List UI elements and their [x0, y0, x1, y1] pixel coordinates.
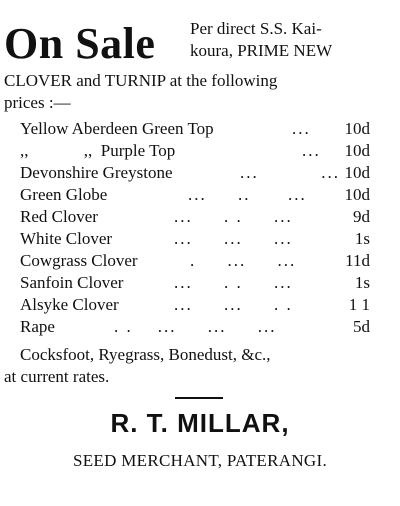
- leader-dots: . ... ...: [190, 251, 297, 270]
- item-name: ,, ,, Purple Top: [20, 141, 176, 160]
- headline: On Sale: [4, 19, 156, 68]
- price-row: [20, 316, 370, 338]
- item-name: Yellow Aberdeen Green Top: [20, 119, 214, 138]
- item-name: Alsyke Clover: [20, 295, 119, 314]
- item-name: Cowgrass Clover: [20, 251, 138, 270]
- leader-dots: ...: [292, 119, 311, 138]
- leader-dots: ... . . ...: [174, 273, 293, 292]
- item-name: Rape: [20, 317, 55, 336]
- note-line-1: Cocksfoot, Ryegrass, Bonedust, &c.,: [20, 345, 271, 364]
- item-price: 1s: [354, 229, 370, 248]
- price-row: [20, 294, 370, 316]
- price-row: [20, 162, 370, 184]
- item-price: 1s: [354, 273, 370, 292]
- item-price: 11d: [345, 251, 370, 270]
- price-row: [20, 206, 370, 228]
- price-row: [20, 250, 370, 272]
- item-price: 1 1: [348, 295, 370, 314]
- leader-dots: ... ... ...: [174, 229, 293, 248]
- leader-dots: ... .. ...: [188, 185, 307, 204]
- merchant-trade-location: SEED MERCHANT, PATERANGI.: [72, 451, 328, 470]
- headline-row: [4, 18, 396, 68]
- price-row: [20, 272, 370, 294]
- intro-line-1: Per direct S.S. Kai-: [190, 19, 322, 38]
- item-price: 10d: [344, 185, 370, 204]
- leader-dots: . . ... ... ...: [114, 317, 277, 336]
- intro-top-right: [190, 18, 400, 62]
- item-price: 10d: [344, 119, 370, 138]
- merchant-name: R. T. MILLAR,: [110, 408, 290, 438]
- intro-line-3: CLOVER and TURNIP at the following: [4, 71, 278, 90]
- intro-line-2: koura, PRIME NEW: [190, 41, 333, 60]
- item-price: 10d: [344, 141, 370, 160]
- item-name: Green Globe: [20, 185, 108, 204]
- price-row: [20, 118, 370, 140]
- item-price: 9d: [353, 207, 370, 226]
- item-name: Devonshire Greystone: [20, 163, 173, 182]
- note-line-2: at current rates.: [4, 367, 110, 386]
- item-price: 5d: [353, 317, 370, 336]
- item-name: Sanfoin Clover: [20, 273, 124, 292]
- price-row: [20, 140, 370, 162]
- leader-dots: ...: [302, 141, 321, 160]
- item-name: Red Clover: [20, 207, 98, 226]
- item-price: 10d: [344, 163, 370, 182]
- leader-dots: ... . . ...: [174, 207, 293, 226]
- intro-line-4: prices :—: [4, 93, 71, 112]
- price-row: [20, 184, 370, 206]
- divider-rule: [175, 397, 223, 399]
- item-name: White Clover: [20, 229, 113, 248]
- leader-dots: ... ...: [240, 163, 340, 182]
- leader-dots: ... ... . .: [174, 295, 293, 314]
- price-row: [20, 228, 370, 250]
